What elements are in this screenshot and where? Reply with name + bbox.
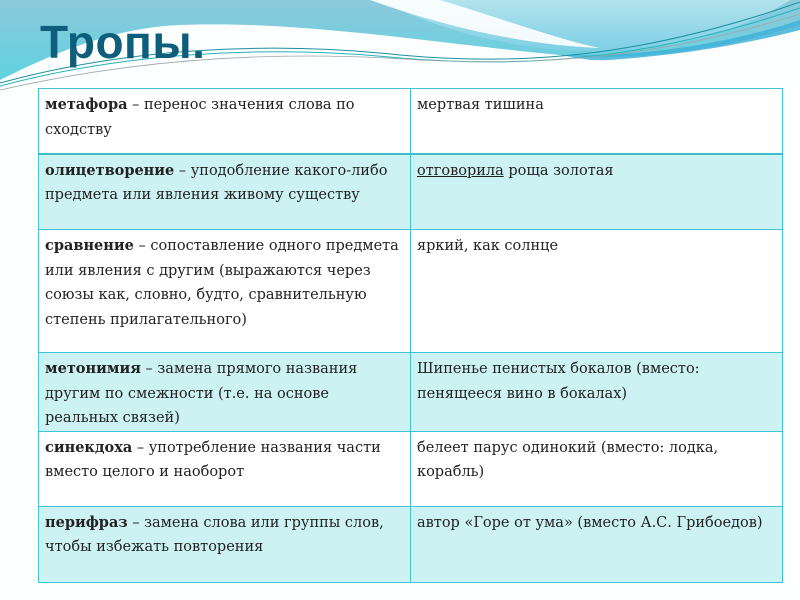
example-text: белеет парус одинокий (вместо: лодка, корабль)	[417, 439, 719, 480]
slide-title: Тропы.	[40, 16, 206, 68]
definition-cell	[39, 431, 411, 506]
table-row	[39, 353, 783, 432]
table-row	[39, 506, 783, 582]
definition-cell	[39, 154, 411, 230]
example-text: Шипенье пенистых бокалов (вместо: пенящееся вино в бокалах)	[417, 361, 700, 402]
example-text: яркий, как солнце	[417, 238, 559, 254]
term-label: метонимия	[45, 360, 141, 377]
definition-cell	[39, 89, 411, 154]
example-text: роща золотая	[503, 162, 614, 179]
table-row	[39, 230, 783, 353]
term-label: метафора	[45, 96, 128, 113]
table-row	[39, 89, 783, 154]
definition-cell	[39, 353, 411, 432]
definition-text: – уподобление какого-либо предмета или явления живому существу	[45, 162, 388, 203]
example-cell	[411, 431, 783, 506]
definition-text: – замена слова или группы слов, чтобы избежать повторения	[45, 514, 384, 555]
definition-text: – употребление названия части вместо целого и наоборот	[45, 439, 381, 480]
example-cell	[411, 230, 783, 353]
example-cell	[411, 154, 783, 230]
example-underlined-word: отговорила	[417, 162, 504, 179]
example-text: мертвая тишина	[417, 97, 544, 113]
tropes-table	[38, 88, 783, 583]
table-row	[39, 154, 783, 230]
term-label: перифраз	[45, 513, 128, 531]
definition-cell	[39, 506, 411, 582]
definition-cell	[39, 230, 411, 353]
example-cell	[411, 89, 783, 154]
term-label: сравнение	[45, 237, 134, 254]
example-text: автор «Горе от ума» (вместо А.С. Грибоедов)	[417, 514, 763, 531]
table-row	[39, 431, 783, 506]
example-cell	[411, 506, 783, 582]
definition-text: – замена прямого названия другим по смежности (т.е. на основе реальных связей)	[45, 361, 358, 426]
example-cell	[411, 353, 783, 432]
term-label: олицетворение	[45, 161, 175, 179]
term-label: синекдоха	[45, 438, 133, 456]
definition-text: – перенос значения слова по сходству	[45, 97, 355, 138]
definition-text: – сопоставление одного предмета или явления с другим (выражаются через союзы как, словно, будто, сравнительную степень прилагательного)	[45, 238, 399, 328]
